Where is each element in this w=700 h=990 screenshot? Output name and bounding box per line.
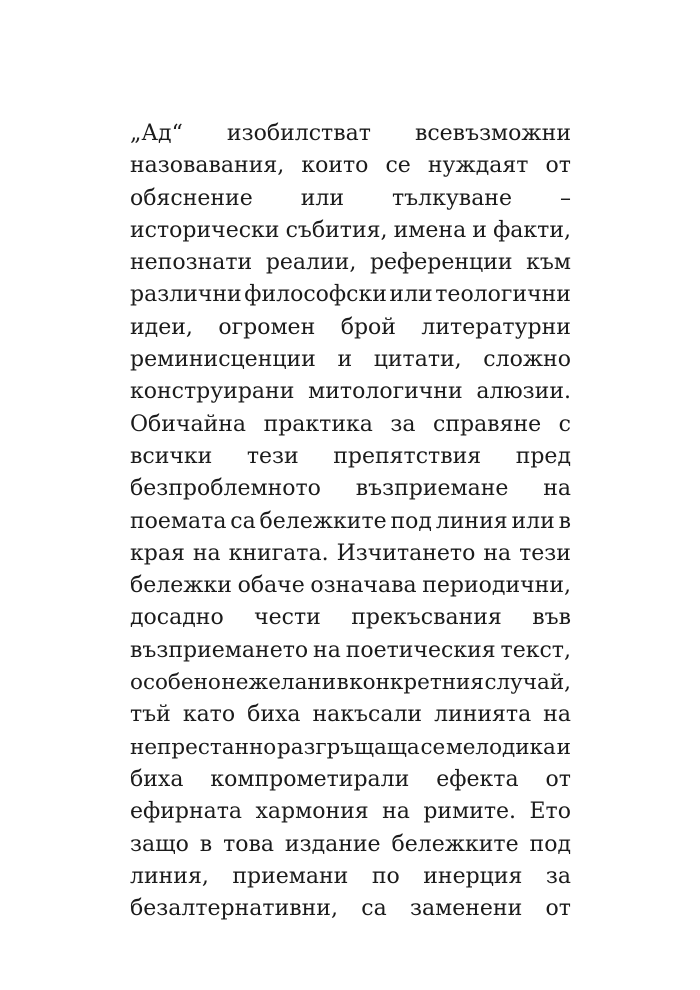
word: биха	[130, 766, 184, 792]
word: ефирната	[130, 799, 243, 825]
word: възприемането	[130, 637, 309, 663]
word: или	[389, 282, 433, 308]
text-line	[130, 893, 571, 925]
text-line	[130, 635, 571, 667]
word: към	[526, 250, 571, 276]
word: от	[545, 766, 571, 792]
word: края	[130, 540, 185, 566]
word: от	[545, 153, 571, 179]
word: исторически	[130, 217, 280, 243]
word: на	[192, 540, 221, 566]
word: и	[472, 217, 487, 243]
word: идеи,	[130, 314, 193, 340]
word: алюзии.	[476, 379, 571, 405]
word: като	[182, 702, 236, 728]
word: на	[483, 540, 512, 566]
word: бележките	[259, 508, 387, 534]
word: разгръщаща	[277, 734, 420, 760]
word: за	[545, 863, 571, 889]
word: огромен	[218, 314, 316, 340]
word: обаче	[237, 573, 305, 599]
word: прекъсвания	[351, 605, 502, 631]
text-line	[130, 150, 571, 182]
word: от	[545, 896, 571, 922]
word: в	[558, 508, 571, 534]
word: в	[336, 670, 349, 696]
word: практика	[263, 411, 373, 437]
text-line	[130, 570, 571, 602]
word: тези	[246, 443, 299, 469]
word: накъсали	[312, 702, 423, 728]
text-line	[130, 409, 571, 441]
word: сложно	[483, 347, 571, 373]
text-line	[130, 764, 571, 796]
word: имена	[393, 217, 467, 243]
word: събития,	[285, 217, 388, 243]
word: биха	[247, 702, 301, 728]
word: линия,	[130, 863, 209, 889]
word: препятствия	[333, 443, 482, 469]
word: текст,	[500, 637, 571, 663]
word: на	[313, 637, 341, 663]
word: нежелани	[221, 670, 337, 696]
text-line	[130, 796, 571, 828]
text-line	[130, 441, 571, 473]
text-line	[130, 861, 571, 893]
word: по	[371, 863, 400, 889]
word: ефекта	[436, 766, 519, 792]
word: всевъзможни	[414, 121, 571, 146]
word: хармония	[255, 799, 369, 825]
text-line	[130, 279, 571, 311]
word: назовавания,	[130, 153, 285, 179]
word: се	[420, 734, 446, 760]
word: на	[382, 799, 410, 825]
word: или	[511, 508, 555, 534]
word: нуждаят	[427, 153, 529, 179]
text-line	[130, 247, 571, 279]
text-line	[130, 538, 571, 570]
word: римите.	[423, 799, 517, 825]
word: конструирани	[130, 379, 295, 405]
word: митологични	[308, 379, 463, 405]
word: на	[543, 476, 571, 502]
word: Обичайна	[130, 411, 247, 437]
word: издание	[284, 831, 381, 857]
word: книгата.	[228, 540, 329, 566]
text-line	[130, 118, 571, 150]
word: литературни	[421, 314, 571, 340]
word: или	[300, 185, 344, 211]
word: „Ад“	[130, 121, 183, 146]
word: които	[301, 153, 369, 179]
word: заменени	[409, 896, 523, 922]
word: пред	[515, 443, 571, 469]
word: поемата	[130, 508, 227, 534]
word: поетическия	[345, 637, 496, 663]
text-line	[130, 215, 571, 247]
word: за	[390, 411, 416, 437]
text-line	[130, 829, 571, 861]
word: обяснение	[130, 185, 253, 211]
word: философски	[244, 282, 387, 308]
word: брой	[340, 314, 396, 340]
text-line	[130, 699, 571, 731]
word: тълкуване	[391, 185, 512, 211]
word: тези	[519, 540, 571, 566]
word: бележките	[391, 831, 519, 857]
word: тъй	[130, 702, 171, 728]
word: се	[385, 153, 411, 179]
text-line	[130, 344, 571, 376]
word: изобилстват	[226, 121, 371, 146]
word: във	[532, 605, 571, 631]
word: досадно	[130, 605, 224, 631]
text-line	[130, 376, 571, 408]
word: линия	[435, 508, 508, 534]
word: конкретния	[349, 670, 484, 696]
word: и	[337, 347, 353, 373]
word: справяне	[433, 411, 542, 437]
word: реалии,	[265, 250, 357, 276]
word: всички	[130, 443, 213, 469]
word: под	[390, 508, 432, 534]
word: приемани	[232, 863, 349, 889]
word: на	[543, 702, 571, 728]
text-line	[130, 312, 571, 344]
word: компрометирали	[210, 766, 410, 792]
word: в	[199, 831, 213, 857]
text-line	[130, 602, 571, 634]
word: възприемане	[355, 476, 509, 502]
word: случай,	[484, 670, 571, 696]
word: теологични	[435, 282, 571, 308]
word: безалтернативни,	[130, 896, 338, 922]
word: са	[361, 896, 387, 922]
word: това	[223, 831, 274, 857]
word: факти,	[493, 217, 571, 243]
word: различни	[130, 282, 242, 308]
text-line	[130, 732, 571, 764]
word: инерция	[423, 863, 523, 889]
text-line	[130, 667, 571, 699]
word: цитати,	[373, 347, 462, 373]
text-line	[130, 183, 571, 215]
word: Ето	[529, 799, 571, 825]
word: особено	[130, 670, 221, 696]
word: непознати	[130, 250, 253, 276]
word: референции	[369, 250, 513, 276]
word: мелодика	[445, 734, 556, 760]
word: линията	[434, 702, 532, 728]
word: с	[558, 411, 571, 437]
word: –	[559, 185, 571, 211]
word: Изчитането	[336, 540, 476, 566]
text-line	[130, 473, 571, 505]
word: защо	[130, 831, 189, 857]
body-text	[130, 118, 571, 925]
word: бележки	[130, 573, 232, 599]
word: безпроблемното	[130, 476, 321, 502]
word: периодични,	[422, 573, 571, 599]
word: означава	[310, 573, 417, 599]
word: и	[556, 734, 571, 760]
word: непрестанно	[130, 734, 277, 760]
word: под	[529, 831, 571, 857]
word: чести	[254, 605, 321, 631]
word: реминисценции	[130, 347, 316, 373]
word: са	[230, 508, 256, 534]
text-line	[130, 506, 571, 538]
